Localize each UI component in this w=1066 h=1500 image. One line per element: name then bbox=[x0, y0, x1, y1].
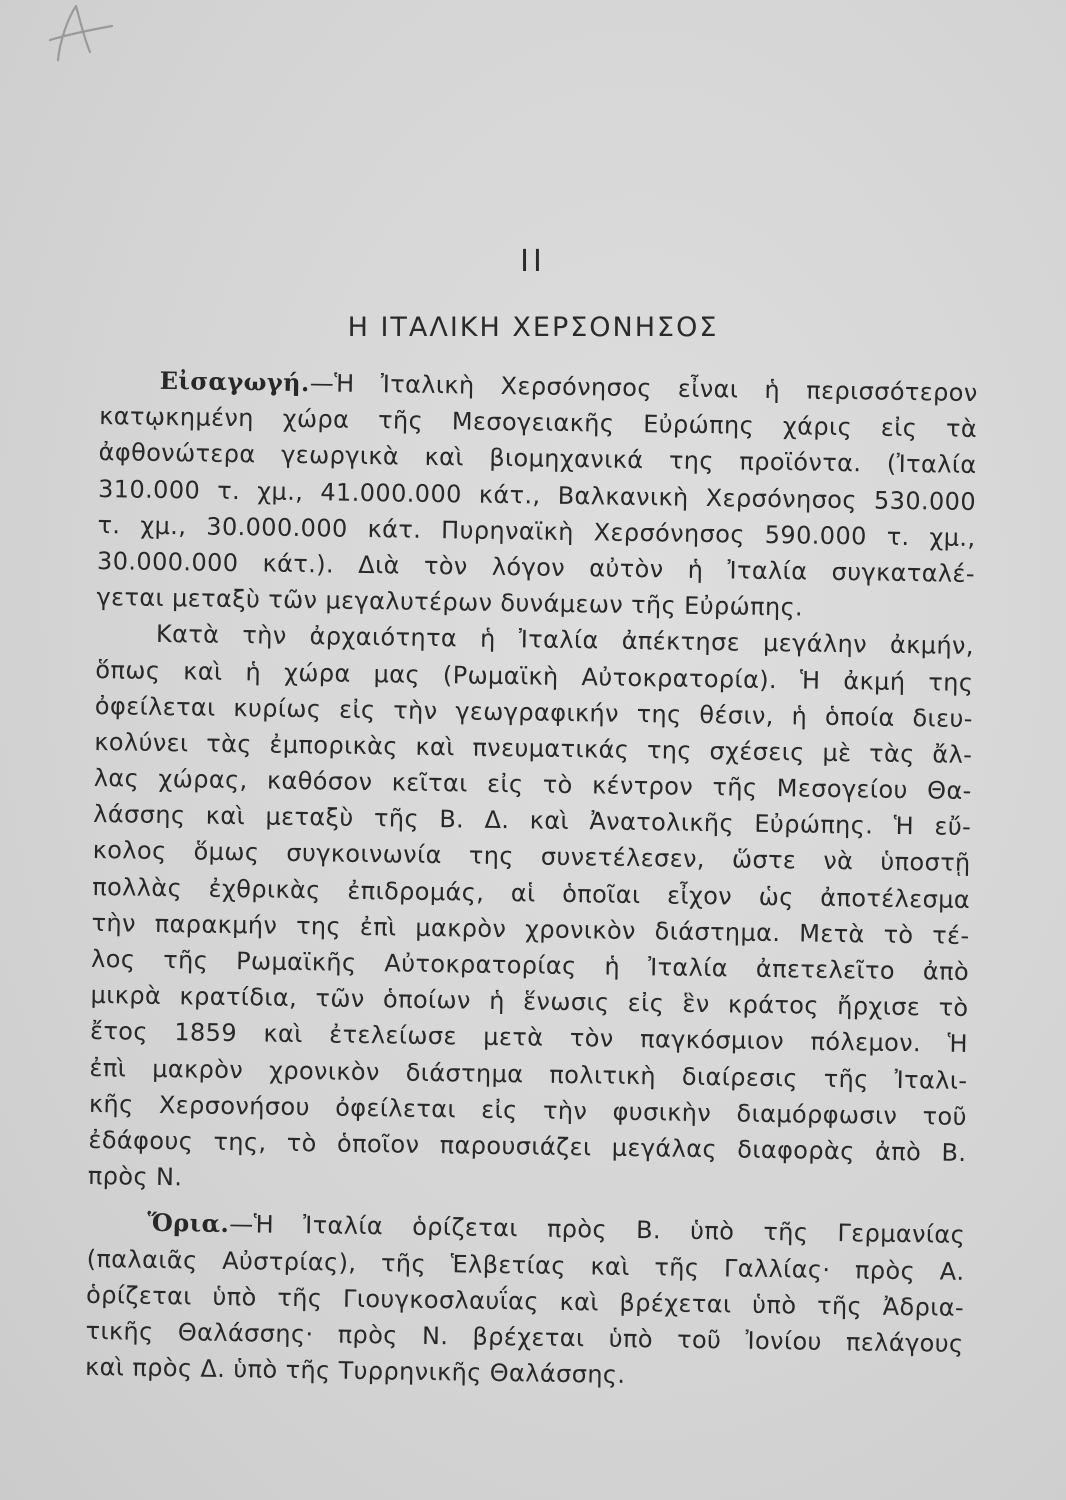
section-first-line: —Ἡ Ἰταλικὴ Χερσόνησος εἶναι ἡ περισσότερον bbox=[309, 369, 978, 408]
paragraph-line: λος τῆς Ρωμαϊκῆς Αὐτοκρατορίας ἡ Ἰταλία ἀπετελεῖτο ἀπὸ bbox=[90, 944, 970, 986]
paragraph-line: λας χώρας, καθόσον κεῖται εἰς τὸ κέντρον τῆς Μεσογείου Θα- bbox=[93, 764, 972, 806]
paragraph-line: τικῆς Θαλάσσης· πρὸς Ν. βρέχεται ὑπὸ τοῦ Ἰονίου πελάγους bbox=[85, 1316, 964, 1358]
paragraph-line: γεται μεταξὺ τῶν μεγαλυτέρων δυνάμεων τῆς Εὐρώπης. bbox=[96, 583, 804, 622]
paragraph-line: ἀφθονώτερα γεωργικὰ καὶ βιομηχανικά της προϊόντα. (Ἰταλία bbox=[98, 438, 977, 480]
chapter-title: Η ΙΤΑΛΙΚΗ ΧΕΡΣΟΝΗΣΟΣ bbox=[347, 312, 719, 343]
section-heading-borders: Ὅρια. bbox=[147, 1208, 230, 1239]
section-first-line: —Ἡ Ἰταλία ὁρίζεται πρὸς Β. ὑπὸ τῆς Γερμανίας bbox=[229, 1210, 966, 1250]
paragraph-line: 310.000 τ. χμ., 41.000.000 κάτ., Βαλκανικὴ Χερσόνησος 530.000 bbox=[97, 474, 977, 516]
section-heading-introduction: Εἰσαγωγή. bbox=[159, 365, 310, 398]
paragraph-line: (παλαιᾶς Αὐστρίας), τῆς Ἑλβετίας καὶ τῆς Γαλλίας· πρὸς Α. bbox=[86, 1244, 965, 1286]
body-text bbox=[85, 362, 978, 1398]
paragraph-line: λάσσης καὶ μεταξὺ τῆς Β. Δ. καὶ Ἀνατολικῆς Εὐρώπης. Ἡ εὔ- bbox=[93, 800, 972, 842]
paragraph-line: τὴν παρακμήν της ἐπὶ μακρὸν χρονικὸν διάστημα. Μετὰ τὸ τέ- bbox=[91, 908, 970, 950]
paragraph-line: κατῳκημένη χώρα τῆς Μεσογειακῆς Εὐρώπης χάρις εἰς τὰ bbox=[98, 402, 978, 444]
paragraph-line: μικρὰ κρατίδια, τῶν ὁποίων ἡ ἕνωσις εἰς ἓν κράτος ἤρχισε τὸ bbox=[90, 981, 969, 1023]
paragraph-line: κολος ὅμως συγκοινωνία της συνετέλεσεν, ὥστε νὰ ὑποστῇ bbox=[92, 836, 971, 878]
paragraph-line: ἐδάφους της, τὸ ὁποῖον παρουσιάζει μεγάλας διαφορὰς ἀπὸ Β. bbox=[88, 1125, 967, 1167]
paragraph-line: ὅπως καὶ ἡ χώρα μας (Ρωμαϊκὴ Αὐτοκρατορία). Ἡ ἀκμή της bbox=[95, 655, 974, 697]
paragraph-line: 30.000.000 κάτ.). Διὰ τὸν λόγον αὐτὸν ἡ Ἰταλία συγκαταλέ- bbox=[96, 546, 976, 588]
paragraph-line: ἔτος 1859 καὶ ἐτελείωσε μετὰ τὸν παγκόσμιον πόλεμον. Ἡ bbox=[89, 1017, 969, 1059]
paragraph-line: ἐπὶ μακρὸν χρονικὸν διάστημα πολιτικὴ διαίρεσις τῆς Ἰταλι- bbox=[89, 1053, 968, 1095]
chapter-number: II bbox=[520, 244, 546, 279]
handwritten-mark-icon bbox=[40, 0, 120, 70]
paragraph-line: κῆς Χερσονήσου ὀφείλεται εἰς τὴν φυσικὴν διαμόρφωσιν τοῦ bbox=[88, 1089, 968, 1131]
paragraph-line: ὁρίζεται ὑπὸ τῆς Γιουγκοσλαυΐας καὶ βρέχεται ὑπὸ τῆς Ἀδρια- bbox=[85, 1280, 965, 1322]
paragraph-line: πολλὰς ἐχθρικὰς ἐπιδρομάς, αἱ ὁποῖαι εἶχον ὡς ἀποτέλεσμα bbox=[92, 872, 971, 914]
paragraph-line: κολύνει τὰς ἐμπορικὰς καὶ πνευματικάς της σχέσεις μὲ τὰς ἄλ- bbox=[94, 727, 973, 769]
paragraph-line: πρὸς Ν. bbox=[87, 1162, 183, 1192]
paragraph-line: ὀφείλεται κυρίως εἰς τὴν γεωγραφικήν της θέσιν, ἡ ὁποία διευ- bbox=[94, 691, 974, 733]
paragraph-line: καὶ πρὸς Δ. ὑπὸ τῆς Τυρρηνικῆς Θαλάσσης. bbox=[84, 1352, 626, 1389]
paragraph-line: τ. χμ., 30.000.000 κάτ. Πυρηναϊκὴ Χερσόνησος 590.000 τ. χμ., bbox=[97, 510, 976, 552]
paragraph-line: Κατὰ τὴν ἀρχαιότητα ἡ Ἰταλία ἀπέκτησε μεγάλην ἀκμήν, bbox=[155, 620, 975, 661]
